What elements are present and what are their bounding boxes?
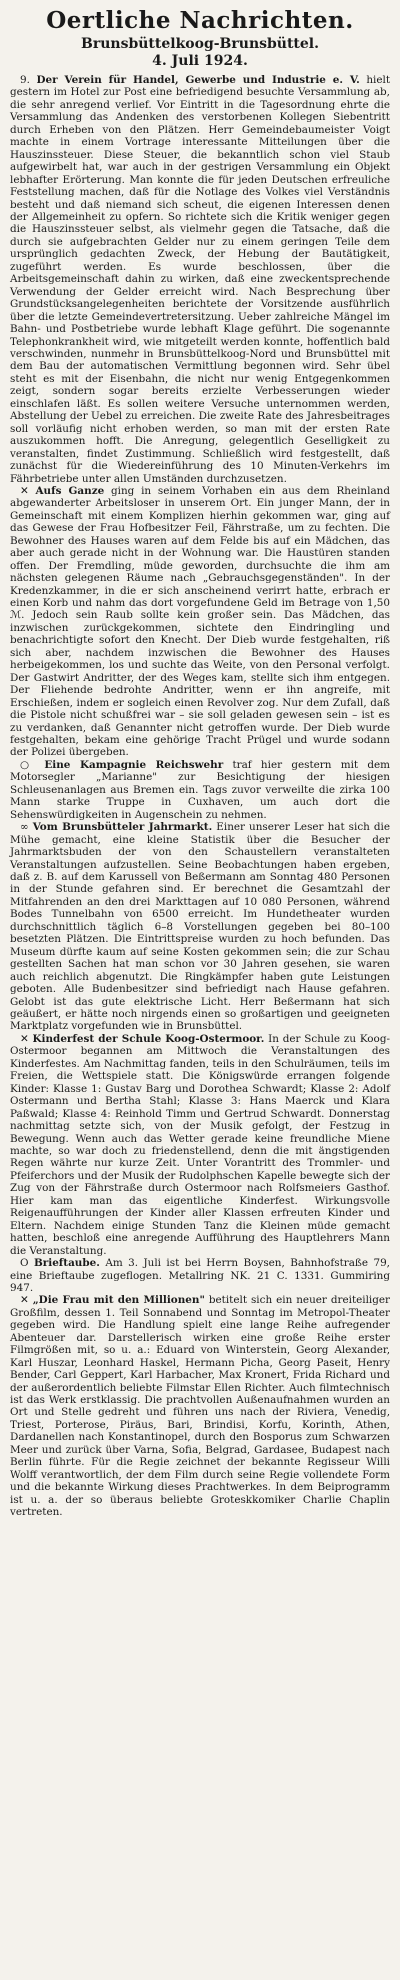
article-lead: Aufs Ganze bbox=[35, 484, 105, 497]
article-marker: O bbox=[20, 1257, 29, 1270]
article-body: ging in seinem Vorhaben ein aus dem Rheinland abgewanderter Arbeitsloser in unserem Ort. Ein junger Mann, der in Gemeinschaft mit einem Komplizen hierhin gekommen war, ging auf das Gewese der Frau Hofbesitzer Feil, Fährstraße, um zu fechten. Die Bewohner des Hauses waren auf dem Felde bis auf ein Mädchen, das aber auch gerade nicht in der Wohnung war. Die Haustüren standen offen. Der Fremdling, müde geworden, durchsuchte die ihm am nächsten gelegenen Räume nach „Gebrauchsgegenständen". In der Kredenzkammer, in die er sich anscheinend verirrt hatte, erbrach er einen Korb und nahm das dort vorgefundene Geld im Betrage von 1,50 ℳ. Jedoch sein Raub sollte kein großer sein. Das Mädchen, das inzwischen zurückgekommen, sichtete den Eindringling und benachrichtigte sofort den Knecht. Der Dieb wurde festgehalten, riß sich aber, nachdem inzwischen die Bewohner des Hauses herbeigekommen, los und suchte das Weite, von den Personal verfolgt. Der Gastwirt Andritter, der des Weges kam, stellte sich ihm entgegen. Der Fliehende bedrohte Andritter, wenn er ihn angreife, mit Erschießen, indem er sogleich einen Revolver zog. Nur dem Zufall, daß die Pistole nicht schußfrei war – sie soll geladen gewesen sein – ist es zu verdanken, daß Genannter nicht getroffen wurde. Der Dieb wurde festgehalten, bekam eine gehörige Tracht Prügel und wurde sodann der Polizei übergeben. bbox=[10, 484, 390, 759]
article-lead: Kinderfest der Schule Koog-Ostermoor. bbox=[32, 1032, 265, 1045]
article-lead: Brieftaube. bbox=[33, 1257, 100, 1270]
article-lead: „Die Frau mit den Millionen" bbox=[32, 1294, 205, 1307]
location-heading: Brunsbüttelkoog-Brunsbüttel. bbox=[81, 36, 319, 52]
article-film bbox=[10, 1294, 390, 1518]
article-body: betitelt sich ein neuer dreiteiliger Großfilm, dessen 1. Teil Sonnabend und Sonntag im Metropol-Theater gegeben wird. Die Handlung spielt eine lange Reihe aufregender Abenteuer dar. Darstellerisch wirken eine große Reihe erster Filmgrößen mit, so u. a.: Eduard von Winterstein, Georg Alexander, Karl Huszar, Leonhard Haskel, Hermann Picha, Georg Paseit, Henry Bender, Carl Geppert, Karl Harbacher, Max Kronert, Frida Richard und der außerordentlich beliebte Filmstar Ellen Richter. Auch filmtechnisch ist das Werk erstklassig. Die prachtvollen Außenaufnahmen wurden an Ort und Stelle gedreht und führen uns nach der Riviera, Venedig, Triest, Porterose, Piräus, Bari, Brindisi, Korfu, Korinth, Athen, Dardanellen nach Konstantinopel, durch den Bosporus zum Schwarzen Meer und zurück über Varna, Sofia, Belgrad, Gardasee, Budapest nach Berlin führte. Für die Regie zeichnet der bekannte Regisseur Willi Wolff verantwortlich, der dem Film durch seine Regie vollendete Form und die bekannte Wirkung dieses Prachtwerkes. In dem Beiprogramm ist u. a. der so überaus beliebte Groteskkomiker Charlie Chaplin vertreten. bbox=[10, 1294, 391, 1519]
article-jahrmarkt bbox=[10, 821, 390, 1033]
issue-date: 4. Juli 1924. bbox=[152, 53, 248, 69]
article-marker: ○ bbox=[20, 758, 36, 771]
article-aufs-ganze bbox=[10, 485, 390, 759]
article-lead: Eine Kampagnie Reichswehr bbox=[44, 758, 224, 771]
article-kinderfest bbox=[10, 1033, 390, 1257]
article-body: Einer unserer Leser hat sich die Mühe gemacht, eine kleine Statistik über die Besucher der Jahrmarktsbuden der von den Schaustellern veranstalteten Veranstaltungen aufzustellen. Seine Beobachtungen haben ergeben, daß z. B. auf dem Karussell von Beßermann am Sonntag 480 Personen in der Stunde gefahren sind. Er berechnet die Gesamtzahl der Mitfahrenden an den drei Markttagen auf 10 080 Personen, während Bodes Tunnelbahn von 6500 erreicht. Im Hundetheater wurden durchschnittlich täglich 6–8 Vorstellungen gegeben bei 80–100 besetzten Plätzen. Die Eintrittspreise wurden zu hoch befunden. Das Museum dürfte kaum auf seine Kosten gekommen sein; die zur Schau gestellten Sachen hat man schon vor 30 Jahren gesehen, sie waren auch reichlich abgenutzt. Die Ringkämpfer haben gute Leistungen geboten. Alle Budenbesitzer sind befriedigt nach Hause gefahren. Gelobt ist das gute elektrische Licht. Herr Beßermann hat sich geäußert, er hätte noch nirgends einen so großartigen und geeigneten Marktplatz vorgefunden wie in Brunsbüttel. bbox=[10, 821, 391, 1033]
article-body: In der Schule zu Koog-Ostermoor begannen am Mittwoch die Veranstaltungen des Kinderfestes. Am Nachmittag fanden, teils in den Schulräumen, teils im Freien, die Wettspiele statt. Die Königswürde errangen folgende Kinder: Klasse 1: Gustav Barg und Dorothea Schwardt; Klasse 2: Adolf Ostermann und Bertha Stahl; Klasse 3: Hans Maerck und Klara Paßwald; Klasse 4: Reinhold Timm und Gertrud Schwardt. Donnerstag nachmittag setzte sich, von der Musik gefolgt, der Festzug in Bewegung. Wenn auch das Wetter gerade keine freundliche Miene machte, so war doch zu friedenstellend, denn die mit ängstigenden Regen währte nur kurze Zeit. Unter Vorantritt des Trommler- und Pfeiferchors und der Musik der Rudolphschen Kapelle bewegte sich der Zug von der Fährstraße durch Ostermoor nach Rolfsmeiers Gasthof. Hier kam man das eigentliche Kinderfest. Wirkungsvolle Reigenaufführungen der Kinder aller Klassen erfreuten Kinder und Eltern. Nachdem einige Stunden Tanz die Kleinen müde gemacht hatten, beschloß eine anregende Aufführung des Hauptlehrers Mann die Veranstaltung. bbox=[10, 1032, 390, 1257]
article-marker: ✕ bbox=[20, 1294, 29, 1307]
article-body: hielt gestern im Hotel zur Post eine befriedigend besuchte Versammlung ab, die sehr anregend verlief. Vor Eintritt in die Tagesordnung ehrte die Versammlung das Andenken des verstorbenen Kollegen Siebentritt durch Erheben von den Plätzen. Herr Gemeindebaumeister Voigt machte in einem Vortrage interessante Mitteilungen über die Hauszinssteuer. Diese Steuer, die bekanntlich schon viel Staub aufgewirbelt hat, war auch in der gestrigen Versammlung ein Objekt lebhafter Erörterung. Man konnte die für jeden Deutschen erfreuliche Feststellung machen, daß für die Notlage des Volkes viel Verständnis besteht und daß niemand sich scheut, die eigenen Interessen denen der Allgemeinheit zu opfern. So richtete sich die Kritik weniger gegen die Hauszinssteuer selbst, als vielmehr gegen die Tatsache, daß die durch sie aufgebrachten Gelder nur zu einem geringen Teile dem ursprünglich gedachten Zweck, der Hebung der Bautätigkeit, zugeführt werden. Es wurde beschlossen, über die Arbeitsgemeinschaft dahin zu wirken, daß eine zweckentsprechende Verwendung der Gelder erreicht wird. Nach Besprechung über Grundstücksangelegenheiten berichtete der Vorsitzende ausführlich über die letzte Gemeindevertretersitzung. Ueber zahlreiche Mängel im Bahn- und Postbetriebe wurde lebhaft Klage geführt. Die sogenannte Telephonkrankheit wird, wie mitgeteilt werden konnte, hoffentlich bald verschwinden, nunmehr in Brunsbüttelkoog-Nord und Brunsbüttel mit dem Bau der automatischen Vermittlung begonnen wird. Sehr übel steht es mit der Eisenbahn, die nicht nur wenig Entgegenkommen zeigt, sondern sogar bereits erzielte Verbesserungen wieder einschlafen läßt. Es sollen weitere Versuche unternommen werden, Abstellung der Uebel zu erreichen. Die zweite Rate des Jahresbeitrages soll vorläufig nicht erhoben werden, so man mit der ersten Rate auszukommen hofft. Die Anregung, gelegentlich Geselligkeit zu veranstalten, findet Zustimmung. Schließlich wird festgestellt, daß zunächst für die Wiedereinführung des 10 Minuten-Verkehrs im Fährbetriebe unter allen Umständen durchzusetzen. bbox=[10, 74, 391, 485]
article-marker: 9. bbox=[20, 74, 30, 86]
article-body: Am 3. Juli ist bei Herrn Boysen, Bahnhofstraße 79, eine Brieftaube zugeflogen. Metallring NK. 21 C. 1331. Gummiring 947. bbox=[10, 1257, 390, 1294]
article-brieftaube bbox=[10, 1257, 390, 1294]
article-marker: ✕ bbox=[20, 1032, 29, 1045]
article-lead: Vom Brunsbütteler Jahrmarkt. bbox=[32, 821, 213, 834]
article-verein-handel bbox=[10, 74, 390, 485]
section-title: Oertliche Nachrichten. bbox=[46, 7, 354, 34]
article-body: traf hier gestern mit dem Motorsegler „Marianne" zur Besichtigung der hiesigen Schleusenanlagen aus Bremen ein. Tags zuvor verweilte die zirka 100 Mann starke Truppe in Cuxhaven, um auch dort die Sehenswürdigkeiten in Augenschein zu nehmen. bbox=[10, 758, 390, 821]
article-marker: ✕ bbox=[20, 484, 29, 497]
article-lead: Der Verein für Handel, Gewerbe und Industrie e. V. bbox=[36, 74, 360, 86]
article-marker: ∞ bbox=[20, 821, 29, 834]
article-reichswehr bbox=[10, 759, 390, 821]
